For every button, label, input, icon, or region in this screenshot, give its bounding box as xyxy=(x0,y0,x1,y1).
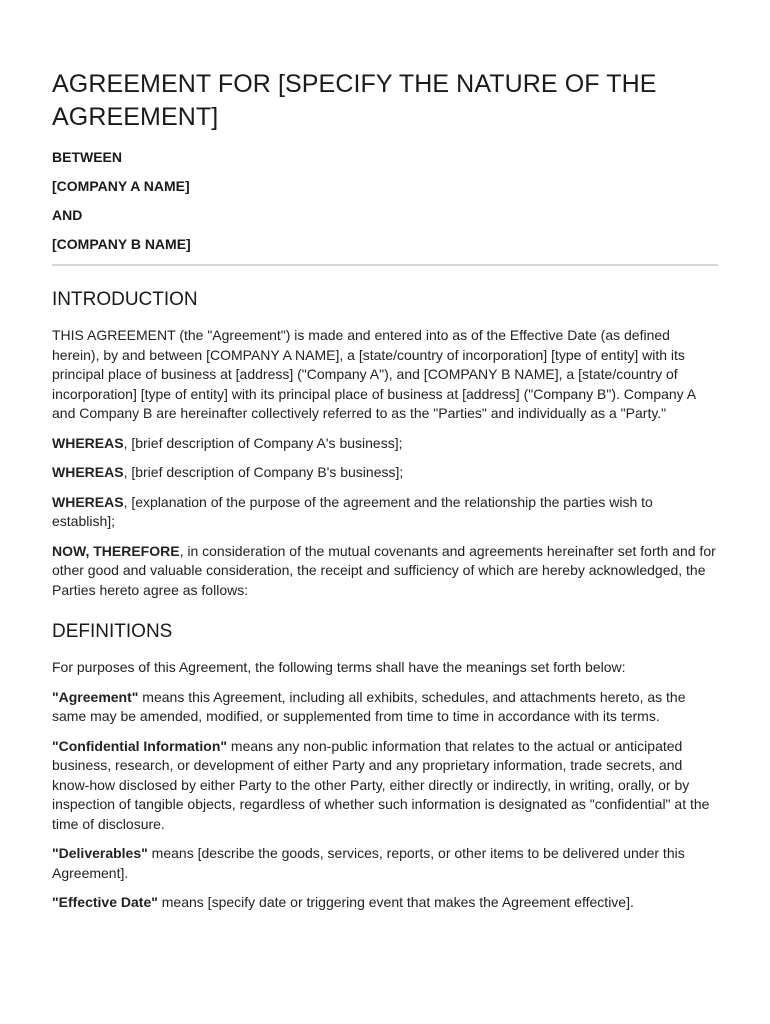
definition-item xyxy=(52,844,718,883)
party-and: AND xyxy=(52,207,83,223)
recital-lead: WHEREAS xyxy=(52,464,124,480)
recital-lead: WHEREAS xyxy=(52,493,124,510)
party-company-a: [COMPANY A NAME] xyxy=(52,178,190,194)
definition-text: means [specify date or triggering event that makes the Agreement effective]. xyxy=(157,894,634,910)
definition-item xyxy=(52,737,718,835)
recital-text: , [brief description of Company B's business]; xyxy=(123,464,404,480)
section-divider xyxy=(52,264,718,266)
definition-item xyxy=(52,688,718,727)
recital xyxy=(52,542,718,601)
recital-lead: WHEREAS xyxy=(52,434,124,451)
recital xyxy=(52,463,718,483)
recital-lead: NOW, THEREFORE xyxy=(52,542,180,559)
definitions-heading: DEFINITIONS xyxy=(52,621,173,642)
document-title: AGREEMENT FOR [SPECIFY THE NATURE OF THE AGREEMENT] xyxy=(52,70,657,131)
party-company-b: [COMPANY B NAME] xyxy=(52,236,191,252)
recital xyxy=(52,434,718,454)
definition-term: "Deliverables" xyxy=(52,845,148,861)
recital-text: , in consideration of the mutual covenants and agreements hereinafter set forth and for other good and valuable consideration, the receipt and sufficiency of which are hereby acknowledged, the Parties hereto agree as follows: xyxy=(52,542,716,598)
definition-term: "Effective Date" xyxy=(52,894,158,910)
definition-term: "Confidential Information" xyxy=(52,737,228,754)
definitions-intro: For purposes of this Agreement, the following terms shall have the meanings set forth below: xyxy=(52,659,626,675)
definition-item xyxy=(52,893,718,913)
party-between: BETWEEN xyxy=(52,149,122,165)
recital xyxy=(52,493,718,532)
recital-text: , [explanation of the purpose of the agreement and the relationship the parties wish to establish]; xyxy=(52,493,653,529)
definition-term: "Agreement" xyxy=(52,688,139,705)
recital-text: , [brief description of Company A's business]; xyxy=(123,434,403,451)
definition-text: means this Agreement, including all exhibits, schedules, and attachments hereto, as the same may be amended, modified, or supplemented from time to time in accordance with its terms. xyxy=(52,688,686,724)
definition-text: means [describe the goods, services, reports, or other items to be delivered under this Agreement]. xyxy=(52,845,685,881)
introduction-heading: INTRODUCTION xyxy=(52,289,198,310)
introduction-body: THIS AGREEMENT (the "Agreement") is made and entered into as of the Effective Date (as defined herein), by and between [COMPANY A NAME], a [state/country of incorporation] [type of entity] with its principal place of business at [address] ("Company A"), and [COMPANY B NAME], a [state/country of incorporation] [type of entity] with its principal place of business at [address] ("Company B"). Company A and Company B are hereinafter collectively referred to as the "Parties" and individually as a "Party." xyxy=(52,327,696,421)
definition-text: means any non-public information that relates to the actual or anticipated business, research, or development of either Party and any proprietary information, trade secrets, and know-how disclosed by either Party to the other Party, either directly or indirectly, in writing, orally, or by inspection of tangible objects, regardless of whether such information is designated as "confidential" at the time of disclosure. xyxy=(52,737,710,832)
